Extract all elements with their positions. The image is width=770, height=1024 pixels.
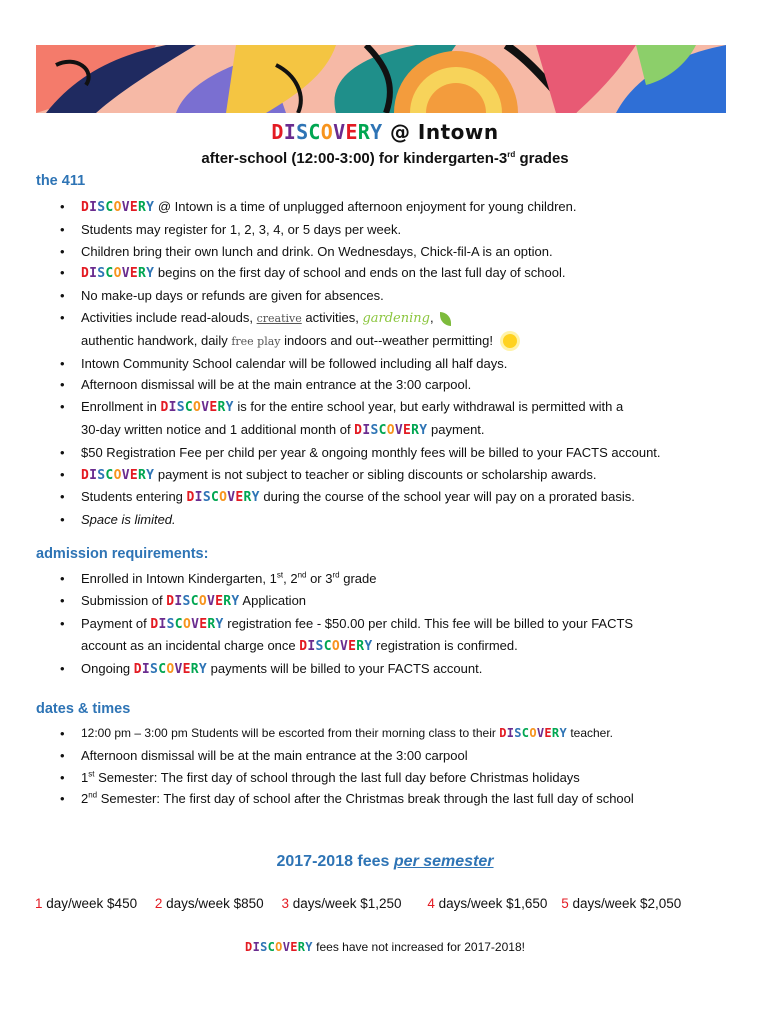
leaf-icon — [440, 312, 451, 326]
list-item: • 12:00 pm – 3:00 pm Students will be escorted from their morning class to their DISCOVERY teacher. — [36, 723, 756, 745]
brand-word: DISCOVERY — [271, 120, 383, 144]
brand-word: DISCOVERY — [186, 490, 260, 506]
brand-word: DISCOVERY — [354, 422, 428, 438]
section-heading-411: the 411 — [36, 173, 86, 189]
page-subtitle: after-school (12:00-3:00) for kindergarten-3rd grades — [201, 150, 569, 167]
list-item: • Students may register for 1, 2, 3, 4, or 5 days per week. — [36, 219, 756, 241]
brand-word: DISCOVERY — [166, 593, 240, 609]
page-title — [0, 120, 770, 144]
list-admission — [36, 568, 756, 681]
section-heading-admission: admission requirements: — [36, 546, 209, 562]
list-item: • Space is limited. — [36, 509, 756, 531]
title-rest: @ Intown — [382, 120, 499, 144]
list-item: • Afternoon dismissal will be at the main entrance at the 3:00 carpool. — [36, 374, 756, 396]
list-411 — [36, 196, 756, 531]
list-item: • No make-up days or refunds are given for absences. — [36, 285, 756, 307]
list-item: • $50 Registration Fee per child per year & ongoing monthly fees will be billed to your FACTS account. — [36, 442, 756, 464]
list-dates — [36, 723, 756, 810]
brand-word: DISCOVERY — [81, 200, 155, 215]
brand-word: DISCOVERY — [133, 662, 208, 678]
list-item: • Activities include read-alouds, creative activities, gardening, authentic handwork, daily free play indoors and out--weather permitting! — [36, 307, 756, 353]
fee-item: 4 days/week $1,650 — [427, 896, 548, 911]
list-item: • Payment of DISCOVERY registration fee - $50.00 per child. This fee will be billed to your FACTS account as an incidental charge once DISCOVERY registration is confirmed. — [36, 613, 756, 659]
footer-note: DISCOVERY fees have not increased for 2017-2018! — [245, 940, 525, 954]
brand-word: DISCOVERY — [150, 616, 224, 632]
list-item: • DISCOVERY begins on the first day of school and ends on the last full day of school. — [36, 262, 756, 285]
fee-item: 3 days/week $1,250 — [281, 896, 402, 911]
decorative-banner — [36, 45, 726, 113]
list-item: • Submission of DISCOVERY Application — [36, 590, 756, 613]
list-item: • Students entering DISCOVERY during the course of the school year will pay on a prorated basis. — [36, 486, 756, 509]
list-item: • Enrollment in DISCOVERY is for the entire school year, but early withdrawal is permitted with a 30-day written notice and 1 additional month of DISCOVERY payment. — [36, 396, 756, 442]
list-item: • Children bring their own lunch and drink. On Wednesdays, Chick-fil-A is an option. — [36, 241, 756, 263]
fee-item: 1 day/week $450 — [35, 896, 138, 911]
fee-item: 2 days/week $850 — [154, 896, 264, 911]
fees-title: 2017-2018 fees per semester — [276, 853, 494, 870]
brand-word: DISCOVERY — [81, 266, 155, 282]
list-item: • Ongoing DISCOVERY payments will be billed to your FACTS account. — [36, 658, 756, 681]
brand-word: DISCOVERY — [499, 726, 567, 740]
list-item: • DISCOVERY @ Intown is a time of unplugged afternoon enjoyment for young children. — [36, 196, 756, 219]
brand-word: DISCOVERY — [81, 467, 155, 483]
list-item: • Afternoon dismissal will be at the main entrance at the 3:00 carpool — [36, 745, 756, 767]
list-item: • 2nd Semester: The first day of school after the Christmas break through the last full day of school — [36, 788, 756, 810]
list-item: • Enrolled in Intown Kindergarten, 1st, 2nd or 3rd grade — [36, 568, 756, 590]
brand-word: DISCOVERY — [160, 400, 234, 416]
fees-row — [35, 896, 681, 911]
section-heading-dates: dates & times — [36, 701, 131, 717]
list-item: • DISCOVERY payment is not subject to teacher or sibling discounts or scholarship awards. — [36, 464, 756, 487]
fee-item: 5 days/week $2,050 — [561, 896, 682, 911]
sun-icon — [503, 334, 517, 348]
brand-word: DISCOVERY — [245, 940, 313, 954]
brand-word: DISCOVERY — [299, 639, 373, 655]
list-item: • Intown Community School calendar will be followed including all half days. — [36, 353, 756, 375]
list-item: • 1st Semester: The first day of school through the last full day before Christmas holidays — [36, 767, 756, 789]
